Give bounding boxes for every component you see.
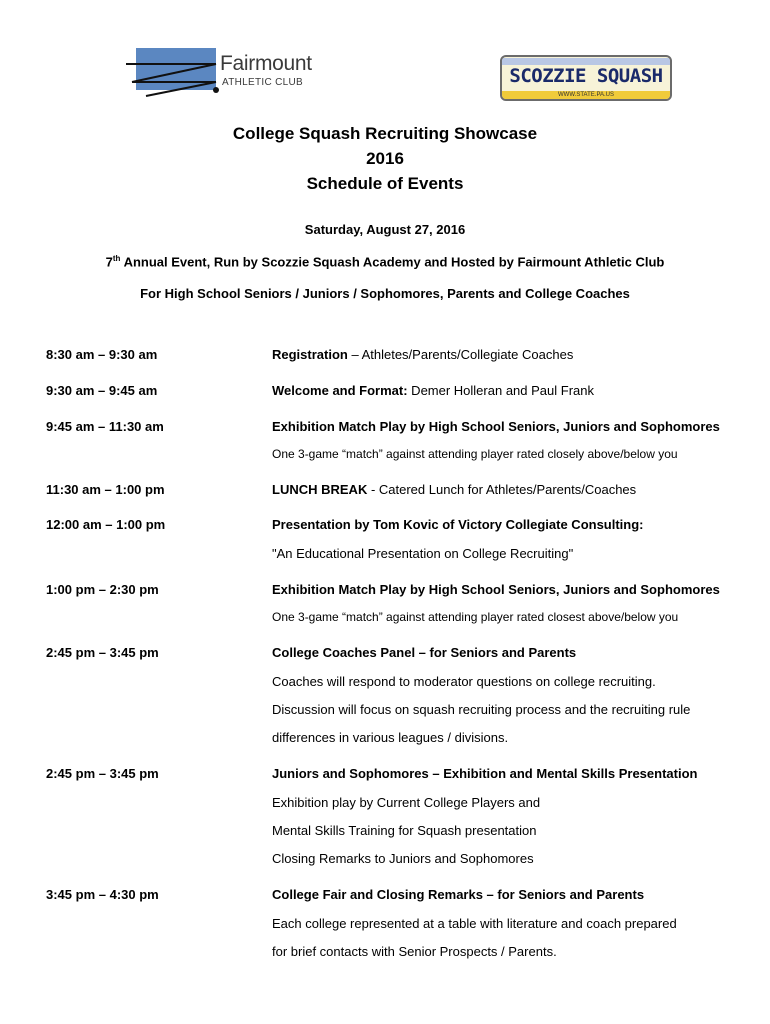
title-line-3: Schedule of Events — [306, 174, 464, 193]
schedule-time: 1:00 pm – 2:30 pm — [46, 582, 159, 597]
schedule-item-heading: Welcome and Format: Demer Holleran and Paul Frank — [272, 383, 594, 398]
schedule-item-heading: Exhibition Match Play by High School Seniors, Juniors and Sophomores — [272, 582, 720, 597]
schedule-item-detail: One 3-game “match” against attending player rated closest above/below you — [272, 610, 679, 624]
schedule-item-heading: Registration – Athletes/Parents/Collegiate Coaches — [272, 347, 574, 362]
schedule-item-detail: Mental Skills Training for Squash presentation — [272, 823, 537, 838]
schedule-item-detail: "An Educational Presentation on College Recruiting" — [272, 546, 574, 561]
plate-text: SCOZZIE SQUASH — [509, 65, 663, 87]
annual-text: Annual Event, Run by Scozzie Squash Academy and Hosted by Fairmount Athletic Club — [120, 254, 665, 270]
scozzie-squash-plate-logo — [500, 55, 672, 101]
fairmount-logo-sub: ATHLETIC CLUB — [222, 77, 303, 88]
schedule-item-heading: Exhibition Match Play by High School Seniors, Juniors and Sophomores — [272, 419, 720, 434]
title-line-1: College Squash Recruiting Showcase — [232, 124, 538, 143]
plate-url: WWW.STATE.PA.US — [558, 92, 614, 98]
annual-event-line — [0, 254, 770, 269]
schedule-item-detail: One 3-game “match” against attending player rated closely above/below you — [272, 447, 678, 461]
schedule-item-detail: Discussion will focus on squash recruiting process and the recruiting rule — [272, 702, 691, 717]
schedule-item-detail: Coaches will respond to moderator questions on college recruiting. — [272, 674, 656, 689]
schedule-time: 2:45 pm – 3:45 pm — [46, 766, 159, 781]
schedule-item-heading: College Fair and Closing Remarks – for Seniors and Parents — [272, 887, 645, 902]
schedule-item-heading: LUNCH BREAK - Catered Lunch for Athletes/Parents/Coaches — [272, 482, 637, 497]
schedule-item-detail: Each college represented at a table with literature and coach prepared — [272, 916, 677, 931]
schedule-item-heading: College Coaches Panel – for Seniors and Parents — [272, 645, 577, 660]
schedule-time: 11:30 am – 1:00 pm — [46, 482, 165, 497]
page-title — [0, 121, 770, 196]
fairmount-logo-lines — [124, 44, 224, 104]
schedule-time: 12:00 am – 1:00 pm — [46, 517, 166, 532]
schedule-item-detail: Exhibition play by Current College Players and — [272, 795, 541, 810]
schedule-time: 9:45 am – 11:30 am — [46, 419, 164, 434]
fairmount-logo-name: Fairmount — [220, 52, 312, 75]
title-line-2: 2016 — [366, 149, 404, 168]
schedule-time: 2:45 pm – 3:45 pm — [46, 645, 159, 660]
schedule-time: 9:30 am – 9:45 am — [46, 383, 158, 398]
schedule-time: 3:45 pm – 4:30 pm — [46, 887, 159, 902]
plate-top-band — [502, 58, 670, 65]
audience-line: For High School Seniors / Juniors / Sophomores, Parents and College Coaches — [140, 286, 630, 301]
annual-suffix: th — [112, 254, 121, 263]
schedule-item-detail: differences in various leagues / divisions. — [272, 730, 509, 745]
schedule-item-detail: for brief contacts with Senior Prospects / Parents. — [272, 944, 557, 959]
schedule-time: 8:30 am – 9:30 am — [46, 347, 158, 362]
schedule-item-heading: Juniors and Sophomores – Exhibition and Mental Skills Presentation — [272, 766, 698, 781]
schedule-item-heading: Presentation by Tom Kovic of Victory Collegiate Consulting: — [272, 517, 644, 532]
fairmount-logo — [124, 44, 334, 94]
schedule-item-detail: Closing Remarks to Juniors and Sophomores — [272, 851, 534, 866]
event-date: Saturday, August 27, 2016 — [304, 222, 466, 237]
annual-number: 7 — [105, 254, 113, 270]
